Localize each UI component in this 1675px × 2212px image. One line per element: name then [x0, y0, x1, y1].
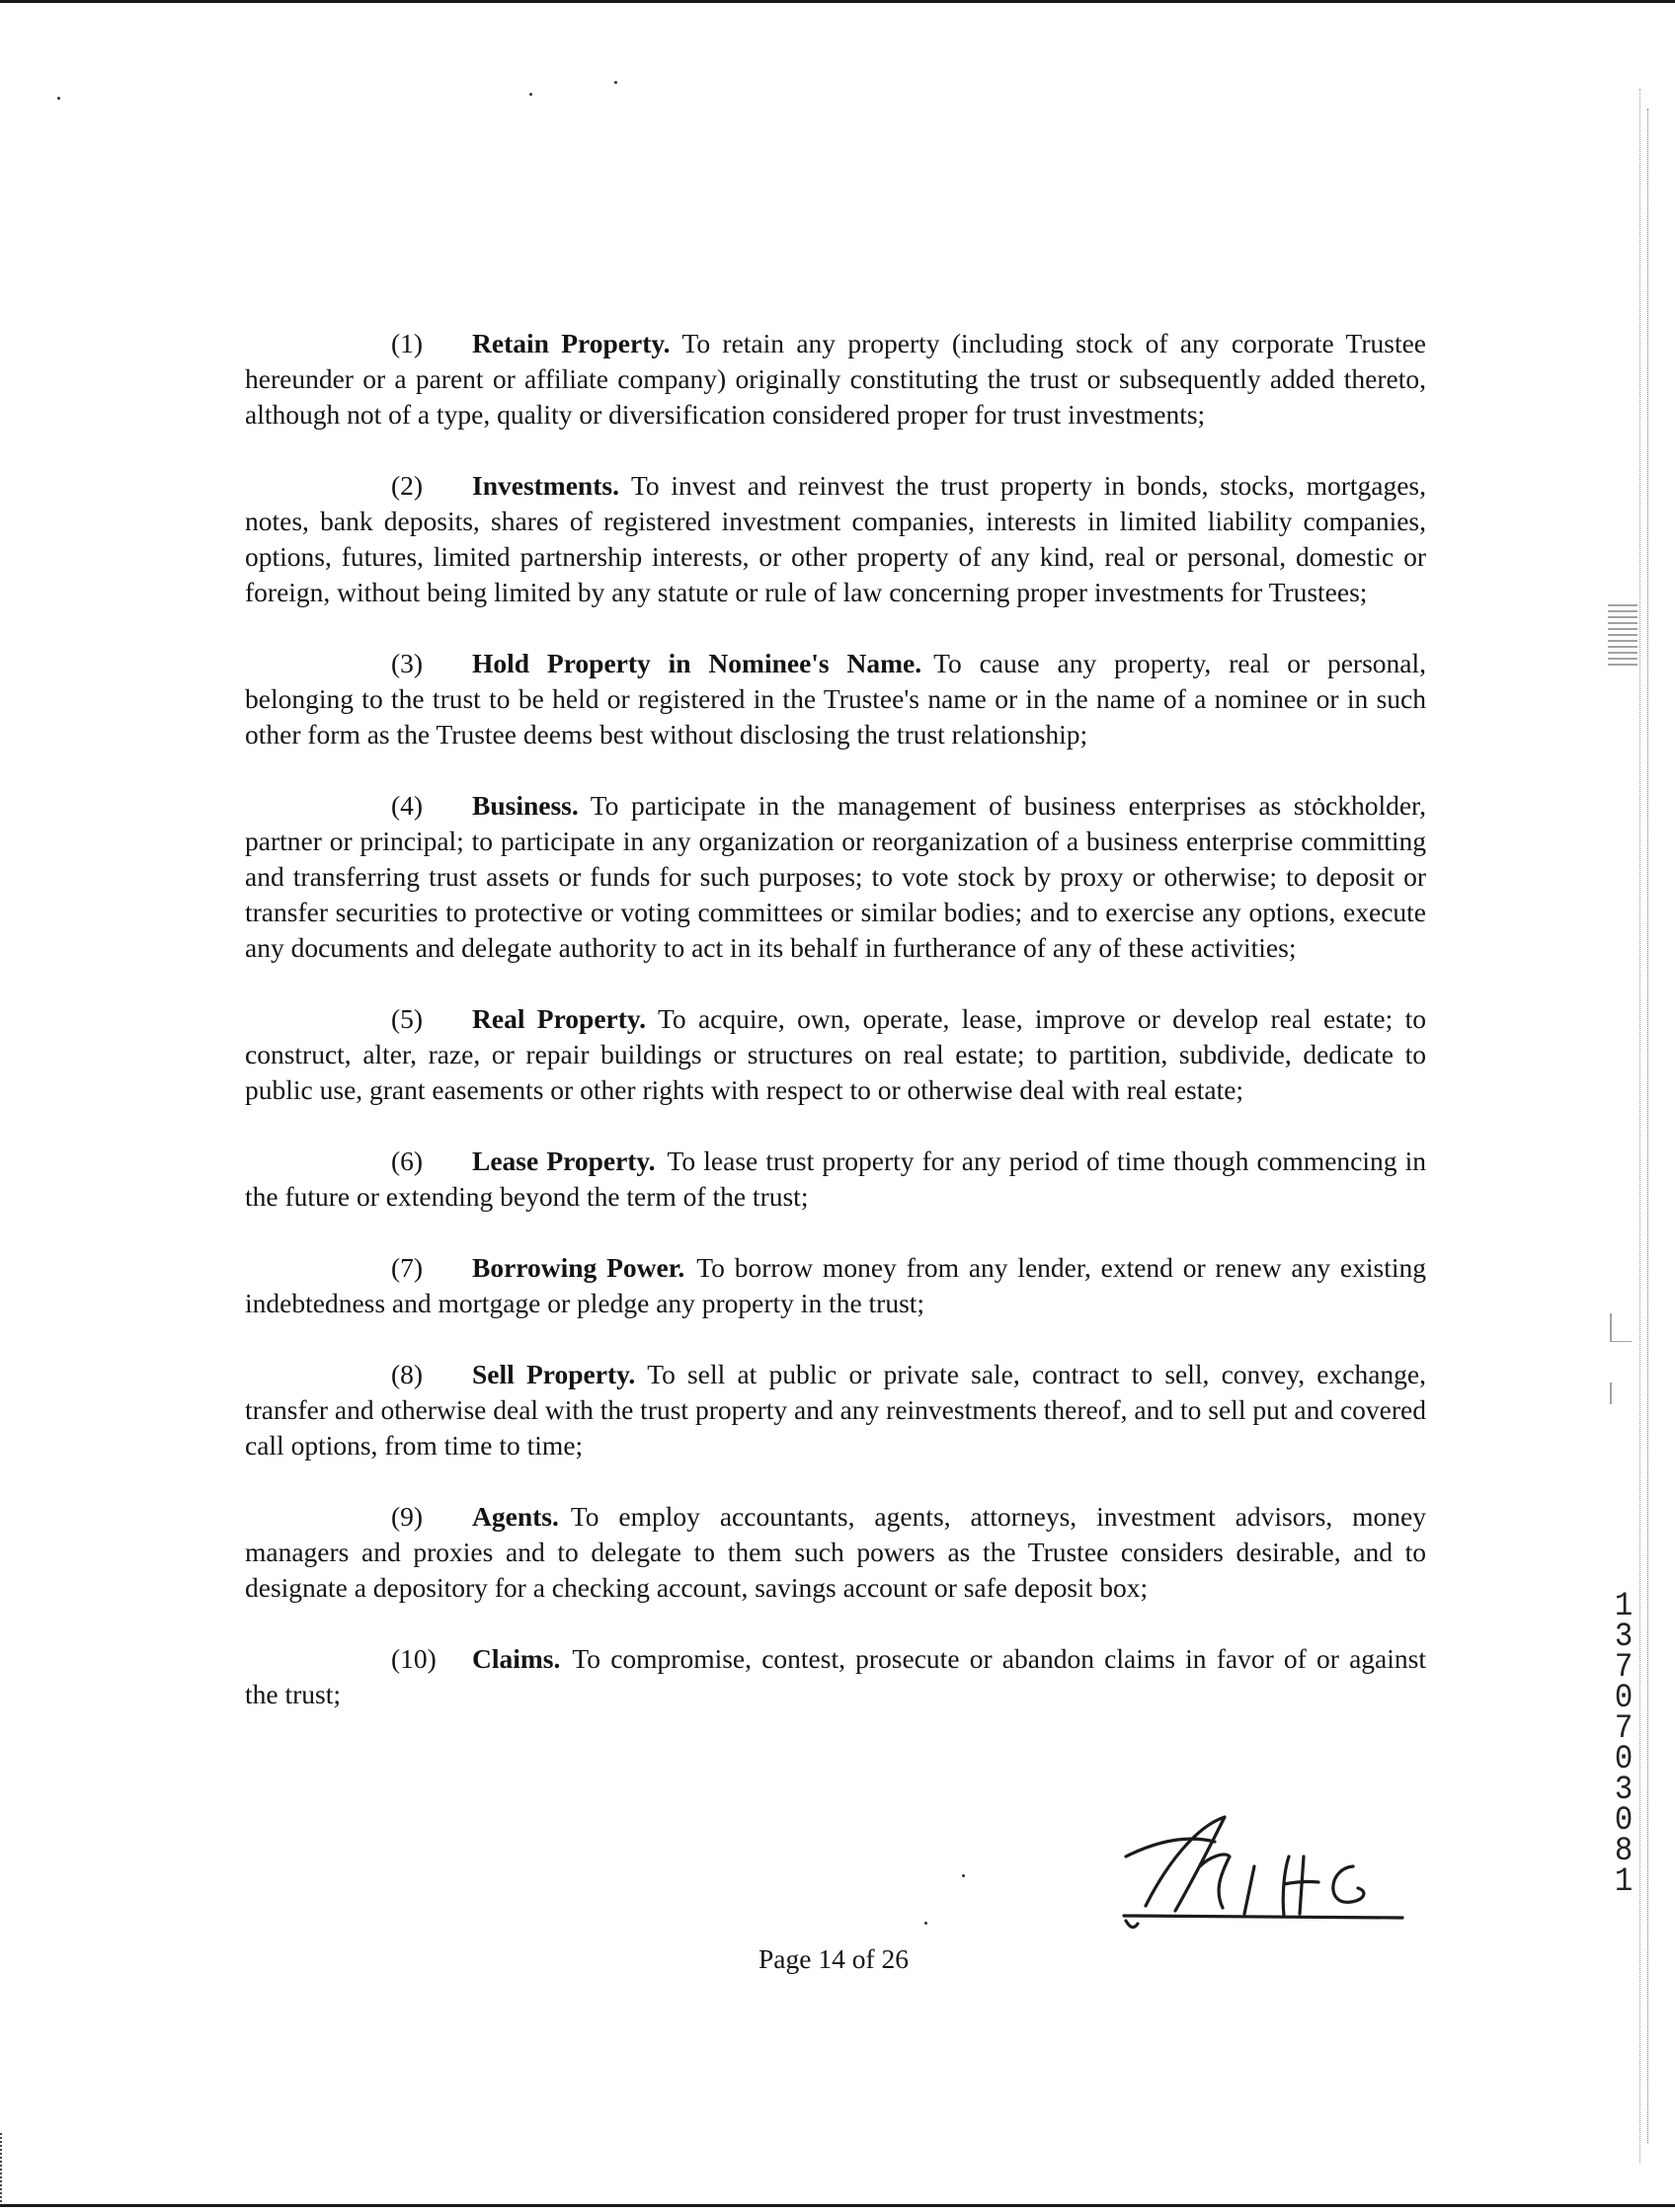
paragraph-text: To borrow money from any lender, extend or renew any existing indebtedness and mortgage or pledge any property in the trust; — [245, 1252, 1426, 1318]
paragraph-heading: Hold Property in Nominee's Name. — [472, 648, 922, 678]
paragraph-retain-property — [245, 326, 1426, 433]
paragraph-number: (5) — [391, 1003, 424, 1034]
paragraph-agents — [245, 1499, 1426, 1606]
scan-edge-dots — [1647, 109, 1650, 2143]
paragraph-text: To retain any property (including stock of any corporate Trustee hereunder or a parent or affiliate company) originally constituting the trust or subsequently added thereto, although not of a type, quality or diversification considered proper for trust investments; — [245, 328, 1426, 430]
paragraph-number: (4) — [391, 790, 424, 821]
scan-speck — [614, 81, 617, 84]
scan-tick-mark — [1610, 1382, 1632, 1404]
bates-digit: 7 — [1614, 1649, 1634, 1687]
scan-tick-mark — [1610, 1313, 1632, 1342]
paragraph-text: To compromise, contest, prosecute or abandon claims in favor of or against the trust; — [245, 1643, 1426, 1709]
paragraph-investments — [245, 468, 1426, 610]
paragraph-text: To cause any property, real or personal, belonging to the trust to be held or registered in the Trustee's name or in the name of a nominee or in such other form as the Trustee deems best without disclosing the trust relationship; — [245, 648, 1427, 750]
paragraph-heading: Borrowing Power. — [472, 1252, 685, 1283]
paragraph-number: (8) — [391, 1359, 424, 1389]
paragraph-text: To participate in the management of business enterprises as stockholder, partner or principal; to participate in any organization or reorganization of a business enterprise committing and transferring trust assets or funds for such purposes; to vote stock by proxy or otherwise; to deposit or transfer securities to protective or voting committees or similar bodies; and to exercise any options, execute any documents and delegate authority to act in its behalf in furtherance of any of these activities; — [245, 790, 1426, 963]
scan-border-top — [0, 0, 1675, 3]
scan-speck — [962, 1874, 965, 1877]
page-number — [0, 1943, 1675, 1975]
paragraph-text: To acquire, own, operate, lease, improve or develop real estate; to construct, alter, raze, or repair buildings or structures on real estate; to partition, subdivide, dedicate to public use, grant easements or other rights with respect to or otherwise deal with real estate; — [245, 1003, 1426, 1105]
paragraph-number: (7) — [391, 1252, 424, 1283]
paragraph-number: (6) — [391, 1146, 424, 1176]
paragraph-text: To sell at public or private sale, contract to sell, convey, exchange, transfer and otherwise deal with the trust property and any reinvestments thereof, and to sell put and covered call options, from time to time; — [245, 1359, 1426, 1461]
bates-digit: 0 — [1614, 1680, 1634, 1717]
paragraph-number: (9) — [391, 1501, 424, 1532]
scan-border-bottom — [0, 2204, 1675, 2207]
bates-digit: 3 — [1614, 1772, 1634, 1809]
paragraph-heading: Sell Property. — [472, 1359, 636, 1389]
bates-digit: 3 — [1614, 1619, 1634, 1656]
paragraph-text: To lease trust property for any period of time though commencing in the future or extending beyond the term of the trust; — [245, 1146, 1426, 1212]
page-number-text: Page 14 of 26 — [758, 1943, 909, 1974]
paragraph-hold-property-in-nominees-name — [245, 646, 1426, 752]
paragraph-borrowing-power — [245, 1250, 1426, 1321]
bates-digit: 7 — [1614, 1710, 1634, 1748]
scan-edge-marks — [0, 2133, 5, 2202]
paragraph-number: (3) — [391, 648, 424, 678]
paragraph-heading: Lease Property. — [472, 1146, 656, 1176]
paragraph-claims — [245, 1641, 1426, 1712]
bates-digit: 0 — [1614, 1802, 1634, 1840]
handwritten-initials-signature — [1106, 1797, 1422, 1936]
bates-digit: 0 — [1614, 1741, 1634, 1778]
paragraph-number: (1) — [391, 328, 424, 358]
paragraph-heading: Agents. — [472, 1501, 559, 1532]
bates-digit: 1 — [1614, 1863, 1634, 1901]
paragraph-heading: Real Property. — [472, 1003, 647, 1034]
scan-tick-cluster — [1608, 604, 1637, 666]
scan-speck — [924, 1922, 927, 1925]
paragraph-heading: Retain Property. — [472, 328, 671, 358]
paragraph-business — [245, 788, 1426, 966]
paragraph-number: (10) — [391, 1643, 437, 1674]
scan-speck — [529, 93, 532, 96]
paragraph-heading: Investments. — [472, 470, 619, 501]
paragraph-text: To employ accountants, agents, attorneys, investment advisors, money managers and proxies and to delegate to them such powers as the Trustee considers desirable, and to designate a depository for a checking account, savings account or safe deposit box; — [245, 1501, 1426, 1603]
paragraph-lease-property — [245, 1144, 1426, 1215]
paragraph-heading: Claims. — [472, 1643, 561, 1674]
bates-digit: 1 — [1614, 1588, 1634, 1625]
bates-number — [1606, 1588, 1641, 1901]
paragraph-number: (2) — [391, 470, 424, 501]
paragraph-sell-property — [245, 1357, 1426, 1463]
document-body — [245, 326, 1426, 1712]
paragraph-text: To invest and reinvest the trust property in bonds, stocks, mortgages, notes, bank deposits, shares of registered investment companies, interests in limited liability companies, options, futures, limited partnership interests, or other property of any kind, real or personal, domestic or foreign, without being limited by any statute or rule of law concerning proper investments for Trustees; — [245, 470, 1426, 607]
scan-speck — [57, 97, 60, 100]
bates-digit: 8 — [1614, 1833, 1634, 1870]
paragraph-heading: Business. — [472, 790, 579, 821]
paragraph-real-property — [245, 1001, 1426, 1108]
